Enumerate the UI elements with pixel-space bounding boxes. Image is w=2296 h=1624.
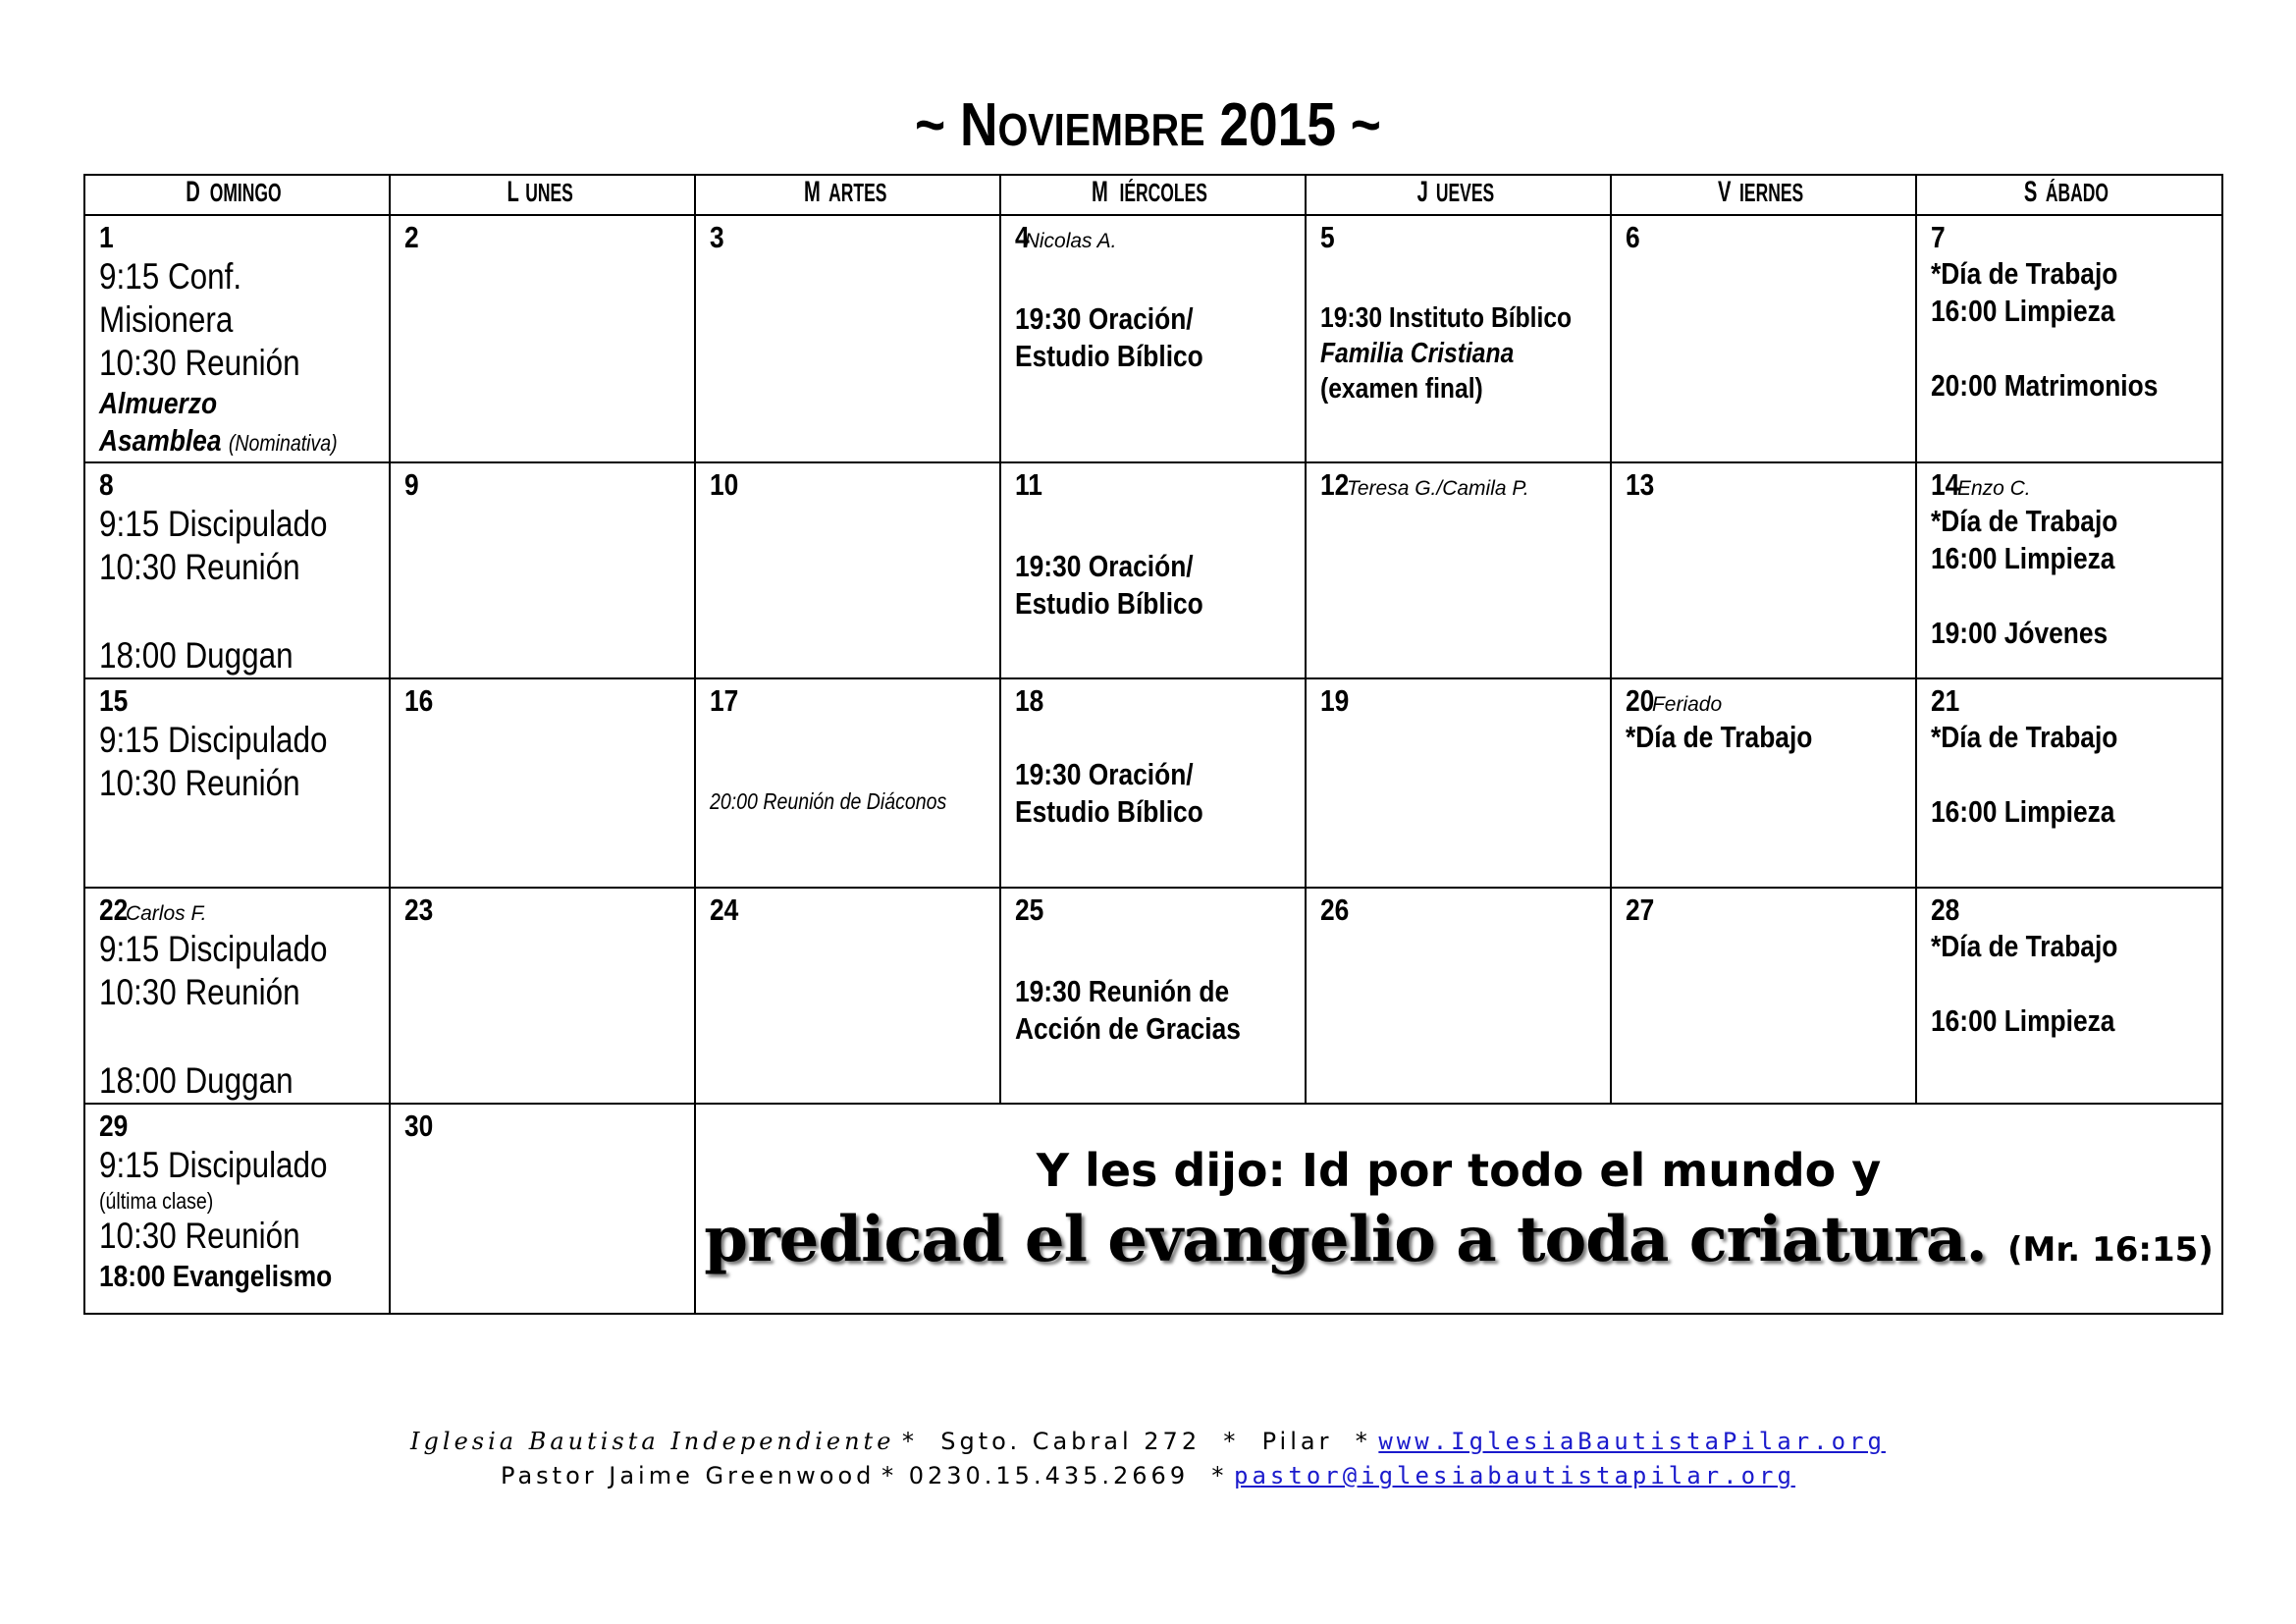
- event-text: Estudio Bíblico: [1015, 339, 1203, 373]
- calendar-grid: [83, 174, 2223, 1315]
- event-text: 16:00 Limpieza: [1931, 1003, 2115, 1038]
- day-number: 20: [1626, 683, 1655, 718]
- day-cell: [84, 462, 390, 678]
- day-number: 17: [710, 683, 739, 718]
- event-text: 18:00 Duggan: [99, 1060, 294, 1101]
- day-cell: [695, 888, 1000, 1104]
- verse-cell: [695, 1104, 2222, 1314]
- day-number: 13: [1626, 467, 1655, 502]
- holiday-note: Feriado: [1651, 693, 1723, 716]
- day-cell: [1611, 462, 1916, 678]
- event-text: *Día de Trabajo: [1626, 720, 1813, 754]
- day-cell: [390, 462, 695, 678]
- pastor-name: Pastor Jaime Greenwood: [501, 1462, 876, 1489]
- day-number: 15: [99, 683, 129, 718]
- day-number: 12: [1320, 467, 1350, 502]
- event-text: 10:30 Reunión: [99, 972, 300, 1012]
- birthday-note: Carlos F.: [125, 902, 207, 925]
- header-sabado: S ÁBADO: [1916, 175, 2222, 215]
- birthday-note: Teresa G./Camila P.: [1346, 477, 1529, 500]
- event-text: 20:00 Reunión de Diáconos: [710, 788, 947, 814]
- event-text: 9:15 Discipulado: [99, 504, 328, 544]
- day-cell: [390, 1104, 695, 1314]
- website-link[interactable]: www.IglesiaBautistaPilar.org: [1378, 1428, 1886, 1455]
- day-number: 27: [1626, 893, 1655, 927]
- verse-reference: (Mr. 16:15): [2007, 1230, 2214, 1270]
- week-row: [84, 215, 2222, 462]
- weekday-header-row: [84, 175, 2222, 215]
- day-number: 1: [99, 220, 114, 254]
- day-cell: [84, 215, 390, 462]
- event-text: 19:30 Oración/: [1015, 301, 1194, 336]
- event-text: 19:30 Oración/: [1015, 757, 1194, 791]
- day-cell: [390, 678, 695, 888]
- event-text: *Día de Trabajo: [1931, 720, 2118, 754]
- event-text: 19:30 Instituto Bíblico: [1320, 302, 1573, 334]
- day-number: 29: [99, 1109, 129, 1143]
- day-number: 14: [1931, 467, 1960, 502]
- event-text: Estudio Bíblico: [1015, 794, 1203, 829]
- day-cell: [390, 888, 695, 1104]
- day-cell: [695, 678, 1000, 888]
- day-number: 7: [1931, 220, 1946, 254]
- event-text: 10:30 Reunión: [99, 547, 300, 587]
- day-cell: [1611, 215, 1916, 462]
- day-number: 21: [1931, 683, 1960, 718]
- church-name: Iglesia Bautista Independiente: [410, 1428, 895, 1455]
- day-cell: [695, 462, 1000, 678]
- event-text: 10:30 Reunión: [99, 343, 300, 383]
- email-link[interactable]: pastor@iglesiabautistapilar.org: [1234, 1462, 1795, 1489]
- day-number: 24: [710, 893, 739, 927]
- day-number: 4: [1015, 220, 1030, 254]
- bible-verse: [696, 1105, 2221, 1313]
- event-text: 9:15 Discipulado: [99, 720, 328, 760]
- day-cell: [1916, 678, 2222, 888]
- day-number: 11: [1015, 467, 1042, 502]
- day-cell: [1306, 888, 1611, 1104]
- header-domingo: D OMINGO: [84, 175, 390, 215]
- day-cell: [1000, 678, 1306, 888]
- event-text: Almuerzo: [99, 386, 218, 420]
- header-jueves: J UEVES: [1306, 175, 1611, 215]
- event-text: 9:15 Discipulado: [99, 929, 328, 969]
- event-note: (Nominativa): [228, 430, 338, 456]
- event-text: Acción de Gracias: [1015, 1011, 1241, 1046]
- day-cell: [1000, 215, 1306, 462]
- event-text: 19:00 Jóvenes: [1931, 616, 2109, 650]
- event-text: 19:30 Reunión de: [1015, 974, 1230, 1008]
- week-row: [84, 678, 2222, 888]
- day-cell: [695, 215, 1000, 462]
- week-row: [84, 1104, 2222, 1314]
- day-number: 19: [1320, 683, 1350, 718]
- event-note: (última clase): [99, 1188, 214, 1214]
- birthday-note: Nicolas A.: [1024, 230, 1117, 252]
- day-cell: [1306, 215, 1611, 462]
- event-text: 9:15 Discipulado: [99, 1145, 328, 1185]
- calendar-title: ~ NOVIEMBRE 2015 ~: [915, 91, 1381, 159]
- day-number: 3: [710, 220, 724, 254]
- day-number: 25: [1015, 893, 1044, 927]
- day-number: 6: [1626, 220, 1640, 254]
- day-cell: [1916, 888, 2222, 1104]
- day-cell: [1611, 888, 1916, 1104]
- week-row: [84, 462, 2222, 678]
- day-cell: [1306, 462, 1611, 678]
- event-text: 19:30 Oración/: [1015, 549, 1194, 583]
- day-cell: [84, 888, 390, 1104]
- event-text: Asamblea: [99, 423, 222, 458]
- day-number: 5: [1320, 220, 1335, 254]
- event-text: 10:30 Reunión: [99, 763, 300, 803]
- day-number: 23: [404, 893, 434, 927]
- header-martes: M ARTES: [695, 175, 1000, 215]
- day-number: 16: [404, 683, 434, 718]
- event-text: 9:15 Conf.: [99, 256, 242, 297]
- day-cell: [1916, 462, 2222, 678]
- event-text: 16:00 Limpieza: [1931, 794, 2115, 829]
- day-cell: [84, 1104, 390, 1314]
- header-viernes: V IERNES: [1611, 175, 1916, 215]
- header-miercoles: M IÉRCOLES: [1000, 175, 1306, 215]
- event-text: *Día de Trabajo: [1931, 929, 2118, 963]
- day-number: 2: [404, 220, 419, 254]
- event-text: 16:00 Limpieza: [1931, 294, 2115, 328]
- event-text: 10:30 Reunión: [99, 1216, 300, 1256]
- day-cell: [1611, 678, 1916, 888]
- event-text: Estudio Bíblico: [1015, 586, 1203, 621]
- event-text: 18:00 Duggan: [99, 635, 294, 676]
- day-number: 18: [1015, 683, 1044, 718]
- event-text: 18:00 Evangelismo: [99, 1259, 333, 1293]
- verse-line-2: predicad el evangelio a toda criatura. (Mr. 16:15): [704, 1203, 2214, 1276]
- day-number: 10: [710, 467, 739, 502]
- day-number: 30: [404, 1109, 434, 1143]
- day-number: 9: [404, 467, 419, 502]
- day-cell: [84, 678, 390, 888]
- event-text: (examen final): [1320, 373, 1483, 405]
- pastor-phone: * 0230.15.435.2669 *: [881, 1462, 1228, 1489]
- footer-line-2: [0, 1462, 2296, 1490]
- day-number: 28: [1931, 893, 1960, 927]
- week-row: [84, 888, 2222, 1104]
- event-text: 20:00 Matrimonios: [1931, 368, 2159, 403]
- day-number: 26: [1320, 893, 1350, 927]
- day-cell: [1306, 678, 1611, 888]
- header-lunes: L UNES: [390, 175, 695, 215]
- day-cell: [1916, 215, 2222, 462]
- day-cell: [1000, 888, 1306, 1104]
- event-text: *Día de Trabajo: [1931, 504, 2118, 538]
- day-number: 8: [99, 467, 114, 502]
- verse-line-1: Y les dijo: Id por todo el mundo y: [1036, 1144, 1882, 1197]
- church-address: * Sgto. Cabral 272 * Pilar *: [902, 1428, 1371, 1455]
- birthday-note: Enzo C.: [1956, 477, 2031, 500]
- event-text: 16:00 Limpieza: [1931, 541, 2115, 575]
- day-number: 22: [99, 893, 129, 927]
- event-text: Misionera: [99, 299, 234, 340]
- day-cell: [390, 215, 695, 462]
- event-text: Familia Cristiana: [1320, 338, 1515, 369]
- day-cell: [1000, 462, 1306, 678]
- event-text: *Día de Trabajo: [1931, 256, 2118, 291]
- footer-line-1: [0, 1428, 2296, 1455]
